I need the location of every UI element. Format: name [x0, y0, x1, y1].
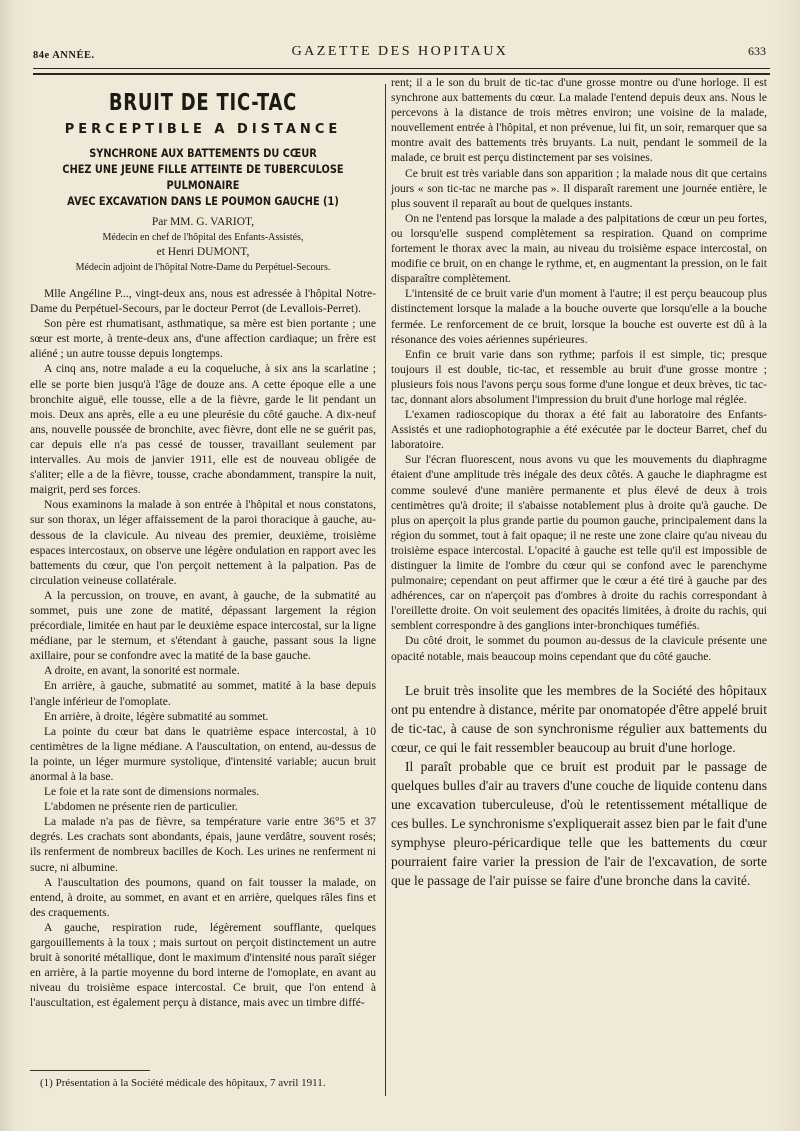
conclusion-paragraph: Le bruit très insolite que les membres de la Société des hôpitaux ont pu entendre à distance, mérite par onomatopée d'être appelé bruit de tic-tac, à cause de son synchronisme régulier aux battements du cœur, ce qui le fait ressembler beaucoup au bruit d'une horloge.	[391, 682, 767, 755]
paragraph: L'abdomen ne présente rien de particulier.	[44, 801, 238, 814]
article-subtitle: PERCEPTIBLE A DISTANCE	[64, 122, 342, 137]
paragraph: Mlle Angéline P..., vingt-deux ans, nous est adressée à l'hôpital Notre-Dame du Perpétuel-Secours, par le docteur Perrot (de Levallois-Perret).	[30, 288, 376, 316]
paragraph: Sur l'écran fluorescent, nous avons vu que les mouvements du diaphragme étaient d'une amplitude très inégale des deux côtés. A gauche le diaphragme est comme soulevé d'une manière permanente et plus élevé de deux à trois centimètres qu'à droite; il s'abaisse notablement plus à droite qu'à gauche. De plus on aperçoit la plus grande partie du poumon gauche, principalement dans la région du sommet, tout à fait opaque; il ne reste une zone claire qu'au niveau du troisième espace intercostal. L'opacité à gauche est telle qu'il est impossible de distinguer la limite de l'ombre du cœur qui se confond avec le parenchyme pulmonaire; cependant on peut affirmer que le cœur a été tiré à gauche par des adhérences, car on n'aperçoit pas d'ombres à droite du rachis correspondant à l'oreillette droite. On voit seulement des opacités limitées, à droite du rachis, qui semblent correspondre à des ganglions inter-bronchiques tuméfiés.	[391, 454, 767, 633]
conclusion-paragraph: Il paraît probable que ce bruit est produit par le passage de quelques bulles d'air au travers d'une couche de liquide contenu dans une excavation tuberculeuse, d'où le retentissement métallique de ces bulles. Le synchronisme s'expliquerait assez bien par le fait d'une symphyse pleuro-péricardique telle que les battements du cœur pourraient faire varier la pression de l'air de l'excavation, de sorte que le passage de l'air puisse se faire d'une bronche dans la cavité.	[391, 758, 767, 888]
paragraph: Son père est rhumatisant, asthmatique, sa mère est bien portante ; une sœur est morte, à trente-deux ans, d'une affection cardiaque; un frère est aliéné ; un autre tousse depuis longtemps.	[30, 318, 376, 361]
article-subheading	[39, 145, 367, 209]
paragraph: rent; il a le son du bruit de tic-tac d'une grosse montre ou d'une horloge. Il est synchrone aux battements du cœur. La malade l'entend depuis deux ans. Nous le percevons à la distance de trois mètres environ; une voisine de la malade, nouvellement entrée à l'hôpital, et non prévenue, lui fit, un soir, remarquer que sa montre avait des battements très bruyants. La nuit, pendant le sommeil de la malade, ce bruit est perçu distinctement par ses voisines.	[391, 77, 767, 165]
paragraph: La malade n'a pas de fièvre, sa température varie entre 36°5 et 37 degrés. Les crachats sont abondants, épais, jaune verdâtre, souvent rosés; ils renferment de nombreux bacilles de Koch. Les urines ne renferment ni sucre, ni albumine.	[30, 816, 376, 874]
authors-block	[30, 215, 376, 275]
left-column	[30, 86, 376, 1012]
author-1: Par MM. G. VARIOT,	[151, 216, 255, 228]
right-column	[391, 76, 767, 890]
paragraph: La pointe du cœur bat dans le quatrième espace intercostal, à 10 centimètres de la ligne médiane. A l'auscultation, on entend, au-dessus de la pointe, un léger murmure systolique, d'intensité variable; aucun bruit anormal à la base.	[30, 725, 376, 783]
paragraph: A l'auscultation des poumons, quand on fait tousser la malade, on entend, à droite, au sommet, en avant et en arrière, quelques râles fins et des craquements.	[30, 876, 376, 919]
paragraph: Enfin ce bruit varie dans son rythme; parfois il est simple, tic; presque toujours il est double, tic-tac, et ressemble au bruit d'une grosse montre ; plusieurs fois nous l'avons perçu sous forme d'une longue et deux brèves, tic tac-tac, donnant alors absolument l'impression du bruit d'une horloge mal réglée.	[391, 348, 767, 406]
paragraph: En arrière, à droite, légère submatité au sommet.	[44, 710, 269, 723]
paragraph: En arrière, à gauche, submatité au sommet, matité à la base depuis l'angle inférieur de l'omoplate.	[30, 680, 376, 708]
paragraph: A droite, en avant, la sonorité est normale.	[44, 665, 240, 678]
paragraph: A la percussion, on trouve, en avant, à gauche, de la submatité au sommet, puis une zone de matité, dépassant largement la région précordiale, limitée en haut par le deuxième espace intercostal, sur la ligne médiane, par le sternum, et s'étendant à gauche, passant sous la ligne axillaire, pour se confondre avec la matité de la base gauche.	[30, 589, 376, 663]
left-body	[30, 287, 376, 1012]
footnote: (1) Présentation à la Société médicale des hôpitaux, 7 avril 1911.	[40, 1077, 326, 1089]
footnote-rule	[30, 1070, 150, 1071]
subheading-line: CHEZ UNE JEUNE FILLE ATTEINTE DE TUBERCULOSE PULMONAIRE	[62, 162, 344, 192]
author-2: et Henri DUMONT,	[156, 246, 250, 258]
author-2-role: Médecin adjoint de l'hôpital Notre-Dame du Perpétuel-Secours.	[75, 262, 331, 273]
paragraph: L'intensité de ce bruit varie d'un moment à l'autre; il est perçu beaucoup plus distinctement lorsque la malade a la bouche ouverte que lorsqu'elle a la bouche fermée. Le renforcement de ce bruit, lorsque la bouche est ouverte est dû à la résonance des voies aériennes supérieures.	[391, 288, 767, 346]
conclusion-block	[391, 681, 767, 890]
paragraph: A gauche, respiration rude, légèrement soufflante, quelques gargouillements à la toux ; mais surtout on perçoit distinctement un autre bruit à sonorité métallique, dont le maximum d'intensité nous paraît siéger en arrière, à la partie moyenne du bord interne de l'omoplate, en avant au niveau du troisième espace intercostal. Ce bruit, que l'on entend à l'auscultation, est également perçu à distance, mais avec un timbre diffé-	[30, 921, 376, 1010]
paragraph: On ne l'entend pas lorsque la malade a des palpitations de cœur un peu fortes, ou lorsqu'elle suspend complètement sa respiration. Quand on comprime fortement le thorax avec la main, au niveau du troisième espace intercostal, on modifie ce bruit, on en change le rythme, et, en augmentant la pression, on le fait disparaître complètement.	[391, 212, 767, 286]
header-rule	[33, 68, 770, 69]
paragraph: Le foie et la rate sont de dimensions normales.	[44, 786, 260, 799]
paragraph: Nous examinons la malade à son entrée à l'hôpital et nous constatons, sur son thorax, un léger affaissement de la paroi thoracique à gauche, au-dessous de la clavicule. Au niveau des premier, deuxième, troisième espaces intercostaux, on observe une légère ondulation en rapport avec les battements du cœur, que l'on perçoit nettement à la palpation. Pas de circulation veineuse collatérale.	[30, 499, 376, 587]
article-title: BRUIT DE TIC-TAC	[108, 90, 298, 116]
paragraph: A cinq ans, notre malade a eu la coqueluche, à six ans la scarlatine ; elle se porte bien jusqu'à l'âge de douze ans. A cette époque elle a une bronchite aiguë, elle tousse, elle a de la fièvre, garde le lit pendant un mois. Deux ans après, elle a eu une pleurésie du côté gauche. A dix-neuf ans, nouvelle poussée de bronchite, avec fièvre, dont elle ne se guérit pas, car depuis elle n'a pas cessé de tousser, travaillant seulement par intervalles. Au mois de janvier 1911, elle est de nouveau obligée de s'aliter; elle a de la fièvre, tousse, crache abondamment, transpire la nuit, maigrit, perd ses forces.	[30, 363, 376, 497]
subheading-line: SYNCHRONE AUX BATTEMENTS DU CŒUR	[89, 146, 317, 160]
header-rule-thick	[33, 73, 770, 75]
column-divider	[385, 84, 386, 1096]
paragraph: Ce bruit est très variable dans son apparition ; la malade nous dit que certains jours « son tic-tac ne marche pas ». Il disparaît rarement une journée entière, le plus souvent il reparaît au bout de quelques instants.	[391, 167, 767, 210]
paragraph: Du côté droit, le sommet du poumon au-dessus de la clavicule présente une opacité notable, mais beaucoup moins cependant que du côté gauche.	[391, 635, 767, 663]
page-number: 633	[748, 44, 766, 58]
subheading-line: AVEC EXCAVATION DANS LE POUMON GAUCHE (1)	[67, 194, 339, 208]
journal-title: GAZETTE DES HOPITAUX	[291, 44, 509, 59]
paragraph: L'examen radioscopique du thorax a été fait au laboratoire des Enfants-Assistés et une radiophotographie a été exécutée par le docteur Barret, chef du laboratoire.	[391, 409, 767, 452]
year-label: 84e ANNÉE.	[33, 50, 95, 61]
author-1-role: Médecin en chef de l'hôpital des Enfants-Assistés,	[102, 232, 304, 243]
